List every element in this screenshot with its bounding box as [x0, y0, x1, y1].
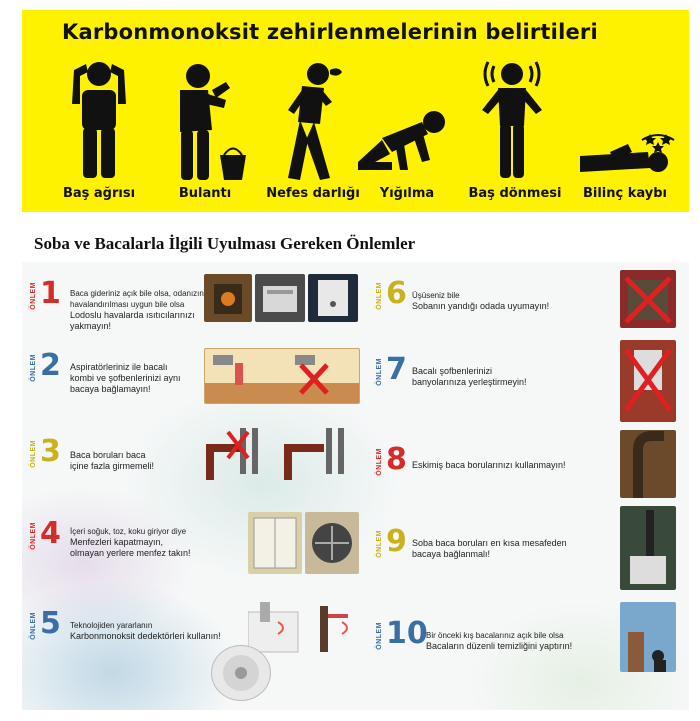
section-title: Soba ve Bacalarla İlgili Uyulması Gereken Önlemler: [34, 234, 416, 253]
onlem-label: ÖNLEM: [376, 358, 383, 386]
precaution-number: 2: [40, 348, 61, 383]
precaution-2: [30, 348, 200, 404]
onlem-label: ÖNLEM: [30, 440, 37, 468]
precaution-text: Bir önceki kış bacalarınız açık bile olsa Bacaların düzenli temizliğini yaptırın!: [426, 631, 573, 651]
symptom-label: Baş dönmesi: [468, 186, 562, 201]
short-flue-photo: [620, 506, 676, 590]
symptom-label: Yığılma: [379, 186, 435, 201]
precaution-6: [376, 276, 606, 322]
precaution-text: Aspiratörleriniz ile bacalı kombi ve şofbenlerinizi aynı bacaya bağlamayın!: [70, 362, 181, 394]
onlem-label: ÖNLEM: [376, 448, 383, 476]
symptom-loss-of-consciousness: [570, 60, 680, 210]
precaution-text: Eskimiş baca borularınızı kullanmayın!: [412, 460, 566, 470]
collapse-icon: [352, 60, 462, 185]
onlem-label: ÖNLEM: [376, 622, 383, 650]
precaution-7: [376, 352, 606, 398]
precaution-text: Bacalı şofbenlerinizi banyolarınıza yerleştirmeyin!: [412, 366, 527, 387]
precautions-panel: [22, 262, 689, 710]
precaution-number: 3: [40, 434, 61, 469]
boiler-photo: [308, 274, 358, 322]
symptom-label: Bulantı: [178, 186, 232, 201]
onlem-label: ÖNLEM: [30, 522, 37, 550]
precaution-number: 1: [40, 276, 61, 311]
symptom-label: Baş ağrısı: [62, 186, 136, 201]
bedroom-stove-photo: [620, 270, 676, 328]
symptom-nausea: [150, 60, 260, 210]
precaution-1: [30, 276, 204, 342]
co-detector-device: [212, 646, 270, 700]
stove-photo: [204, 274, 252, 322]
symptoms-title: Karbonmonoksit zehirlenmelerinin belirtileri: [62, 20, 598, 44]
dizziness-icon: [460, 60, 570, 185]
precaution-text: İçeri soğuk, toz, koku giriyor diye Menfezleri kapatmayın, olmayan yerlere menfez takın!: [70, 527, 191, 558]
nausea-icon: [150, 60, 260, 185]
precaution-4: [30, 516, 200, 572]
precaution-text: Baca boruları baca içine fazla girmemeli!: [70, 450, 155, 471]
detector-diagram: [248, 602, 360, 662]
onlem-label: ÖNLEM: [376, 530, 383, 558]
precaution-text: Teknolojiden yararlanın Karbonmonoksit dedektörleri kullanın!: [70, 621, 221, 641]
precaution-10: [376, 616, 616, 662]
precaution-text: Üşüseniz bile Sobanın yandığı odada uyumayın!: [412, 291, 550, 311]
precaution-number: 6: [386, 276, 407, 311]
precaution-number: 7: [386, 352, 407, 387]
heater-photo: [255, 274, 305, 322]
precaution-number: 8: [386, 442, 407, 477]
precaution-8: [376, 442, 606, 488]
precaution-3: [30, 434, 200, 490]
loss-of-consciousness-icon: [570, 60, 680, 185]
onlem-label: ÖNLEM: [30, 612, 37, 640]
precaution-number: 5: [40, 606, 61, 641]
onlem-label: ÖNLEM: [376, 282, 383, 310]
kitchen-illustration: [204, 348, 360, 404]
symptom-collapse: [352, 60, 462, 210]
chimney-sweep-photo: [620, 602, 676, 672]
symptom-dizziness: [460, 60, 570, 210]
onlem-label: ÖNLEM: [30, 282, 37, 310]
precaution-number: 4: [40, 516, 61, 551]
bathroom-heater-photo: [620, 340, 676, 422]
precaution-9: [376, 524, 616, 570]
precaution-text: Soba baca boruları en kısa mesafeden bacaya bağlanmalı!: [412, 538, 567, 559]
precaution-number: 10: [386, 616, 428, 651]
flue-pipe-diagram: [204, 424, 358, 480]
onlem-label: ÖNLEM: [30, 354, 37, 382]
symptom-label: Nefes darlığı: [266, 186, 360, 201]
vent-grille-photo: [305, 512, 359, 574]
old-flue-pipe-photo: [620, 430, 676, 498]
symptom-label: Bilinç kaybı: [582, 186, 668, 201]
symptom-headache: [44, 60, 154, 210]
precaution-text: Baca gideriniz açık bile olsa, odanızın havalandırılması uygun bile olsa Lodoslu havalarda ısıtıcılarınızı yakmayın!: [70, 289, 204, 331]
precaution-number: 9: [386, 524, 407, 559]
headache-icon: [44, 60, 154, 185]
symptoms-banner: [22, 10, 689, 212]
window-vent-photo: [248, 512, 302, 574]
